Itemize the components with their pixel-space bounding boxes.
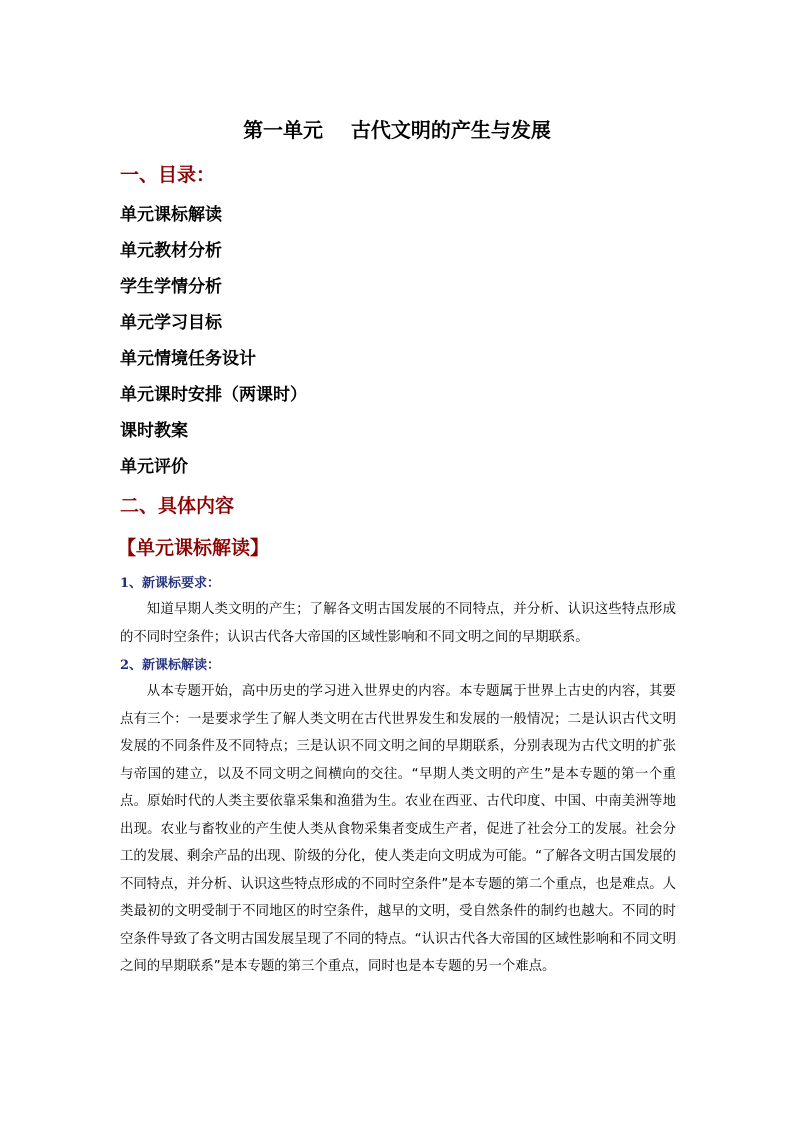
subheading-requirements: 1、新课标要求：: [120, 576, 221, 591]
section-heading-toc: 一、目录：: [120, 164, 216, 186]
toc-item-evaluation: 单元评价: [120, 457, 188, 477]
toc-item-lesson-plan: 课时教案: [120, 421, 188, 441]
document-title: 第一单元 古代文明的产生与发展: [243, 118, 551, 142]
toc-item-lesson-schedule: 单元课时安排（两课时）: [120, 385, 307, 405]
toc-item-course-standard: 单元课标解读: [120, 205, 222, 225]
toc-item-task-design: 单元情境任务设计: [120, 349, 256, 369]
part-heading: 【单元课标解读】: [117, 537, 270, 559]
subheading-interpretation: 2、新课标解读：: [120, 658, 221, 673]
toc-item-student-analysis: 学生学情分析: [120, 277, 222, 297]
paragraph-interpretation: 从本专题开始，高中历史的学习进入世界史的内容。本专题属于世界上古史的内容，其要点有三个：一是要求学生了解人类文明在古代世界发生和发展的一般情况；二是认识古代文明发展的不同条件及不同特点；三是认识不同文明之间的早期联系，分别表现为古代文明的扩张与帝国的建立，以及不同文明之间横向的交往。“早期人类文明的产生”是本专题的第一个重点。原始时代的人类主要依靠采集和渔猎为生。农业在西亚、古代印度、中国、中南美洲等地出现。农业与畜牧业的产生使人类从食物采集者变成生产者，促进了社会分工的发展。社会分工的发展、剩余产品的出现、阶级的分化，使人类走向文明成为可能。“了解各文明古国发展的不同特点，并分析、认识这些特点形成的不同时空条件”是本专题的第二个重点，也是难点。人类最初的文明受制于不同地区的时空条件，越早的文明，受自然条件的制约也越大。不同的时空条件导致了各文明古国发展呈现了不同的特点。“认识古代各大帝国的区域性影响和不同文明之间的早期联系”是本专题的第三个重点，同时也是本专题的另一个难点。: [120, 684, 676, 974]
toc-item-textbook-analysis: 单元教材分析: [120, 241, 222, 261]
section-heading-content: 二、具体内容: [120, 495, 235, 517]
toc-item-learning-goals: 单元学习目标: [120, 313, 222, 333]
paragraph-requirements: 知道早期人类文明的产生；了解各文明古国发展的不同特点，并分析、认识这些特点形成的不同时空条件；认识古代各大帝国的区域性影响和不同文明之间的早期联系。: [120, 602, 676, 645]
